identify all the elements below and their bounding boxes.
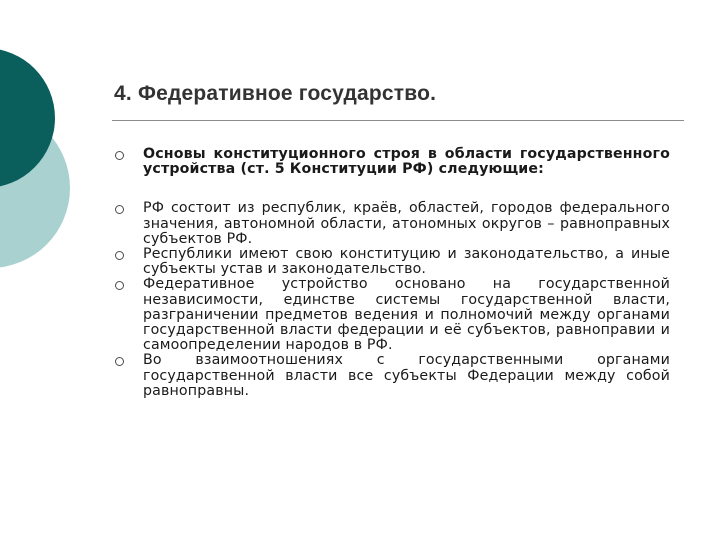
list-item [112, 247, 670, 277]
list-item-text: Республики имеют свою конституцию и законодательство, а иные субъекты устав и законодательство. [143, 246, 670, 278]
list-item [112, 147, 670, 177]
list-item [112, 201, 670, 247]
decorative-circles [0, 0, 80, 290]
hollow-circle-icon [115, 281, 124, 290]
hollow-circle-icon [115, 357, 124, 366]
hollow-circle-icon [115, 151, 124, 160]
list-item-text: Основы конституционного строя в области государственного устройства (ст. 5 Конституции РФ) следующие: [143, 146, 670, 178]
list-item-text: РФ состоит из республик, краёв, областей, городов федерального значения, автономной области, атономных округов – равноправных субъектов РФ. [143, 200, 670, 247]
title-divider [112, 120, 684, 121]
hollow-circle-icon [115, 205, 124, 214]
slide-title: 4. Федеративное государство. [114, 82, 437, 105]
list-item [112, 353, 670, 399]
bullet-list [112, 147, 670, 399]
list-item-text: Во взаимоотношениях с государственными органами государственной власти все субъекты Федерации между собой равноправны. [143, 352, 670, 399]
list-item-text: Федеративное устройство основано на государственной независимости, единстве системы государственной власти, разграничении предметов ведения и полномочий между органами государственной власти федерации и её субъектов, равноправии и самоопределении народов в РФ. [143, 276, 670, 354]
list-item [112, 277, 670, 353]
hollow-circle-icon [115, 251, 124, 260]
